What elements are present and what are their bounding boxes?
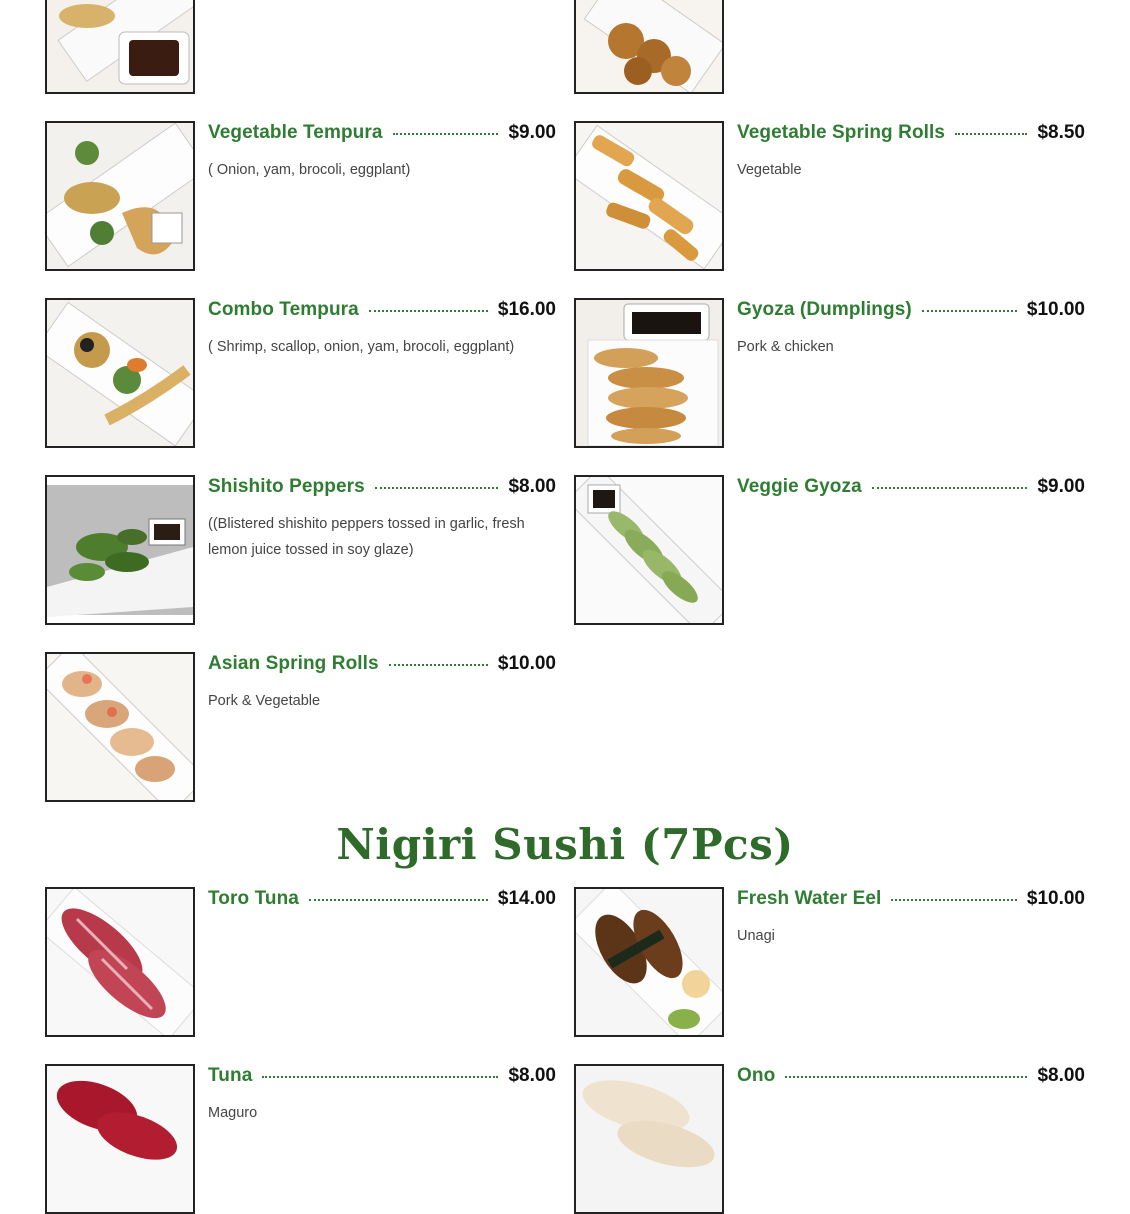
dotted-leader <box>922 310 1017 312</box>
item-info <box>737 298 1085 360</box>
combo-tempura-photo[interactable] <box>45 298 195 448</box>
menu-item-partial-left <box>45 0 556 94</box>
item-description: Pork & chicken <box>737 339 834 355</box>
item-info <box>208 121 556 183</box>
item-price: $10.00 <box>497 653 556 674</box>
item-info <box>208 475 556 563</box>
eel-nigiri-photo[interactable] <box>574 887 724 1037</box>
menu-item-veggie-gyoza <box>574 475 1085 625</box>
item-price: $8.00 <box>508 476 556 497</box>
dotted-leader <box>393 133 499 135</box>
dotted-leader <box>262 1076 498 1078</box>
tempura-dish-photo[interactable] <box>45 0 195 94</box>
menu-item-vegetable-spring-rolls <box>574 121 1085 271</box>
fried-chicken-photo[interactable] <box>574 0 724 94</box>
item-price: $8.00 <box>1037 1065 1085 1086</box>
item-info <box>737 887 1085 949</box>
vegetable-tempura-photo[interactable] <box>45 121 195 271</box>
item-info <box>208 298 556 360</box>
item-name[interactable]: Toro Tuna <box>208 888 299 909</box>
dotted-leader <box>955 133 1027 135</box>
dotted-leader <box>891 899 1016 901</box>
gyoza-photo[interactable] <box>574 298 724 448</box>
menu-item-gyoza <box>574 298 1085 448</box>
menu-item-combo-tempura <box>45 298 556 448</box>
item-name[interactable]: Gyoza (Dumplings) <box>737 299 912 320</box>
menu-item-partial-right <box>574 0 1085 94</box>
dotted-leader <box>785 1076 1027 1078</box>
item-description: Maguro <box>208 1105 258 1121</box>
item-name[interactable]: Ono <box>737 1065 776 1086</box>
shishito-peppers-photo[interactable] <box>45 475 195 625</box>
item-info <box>208 1064 556 1126</box>
item-name[interactable]: Fresh Water Eel <box>737 888 882 909</box>
item-description: ((Blistered shishito peppers tossed in garlic, fresh lemon juice tossed in soy glaze) <box>208 516 525 558</box>
spring-rolls-photo[interactable] <box>574 121 724 271</box>
item-info <box>208 887 556 911</box>
dotted-leader <box>389 664 488 666</box>
veggie-gyoza-photo[interactable] <box>574 475 724 625</box>
item-price: $10.00 <box>1026 888 1085 909</box>
item-name[interactable]: Vegetable Spring Rolls <box>737 122 946 143</box>
tuna-nigiri-photo[interactable] <box>45 1064 195 1214</box>
dotted-leader <box>872 487 1028 489</box>
menu-item-vegetable-tempura <box>45 121 556 271</box>
toro-tuna-photo[interactable] <box>45 887 195 1037</box>
menu-item-toro-tuna <box>45 887 556 1037</box>
menu-item-tuna <box>45 1064 556 1214</box>
item-price: $9.00 <box>1037 476 1085 497</box>
item-description: Vegetable <box>737 162 802 178</box>
item-name[interactable]: Vegetable Tempura <box>208 122 383 143</box>
menu-item-asian-spring-rolls <box>45 652 556 802</box>
item-name[interactable]: Tuna <box>208 1065 253 1086</box>
item-price: $14.00 <box>497 888 556 909</box>
item-name[interactable]: Veggie Gyoza <box>737 476 862 497</box>
item-price: $8.00 <box>508 1065 556 1086</box>
item-info <box>737 1064 1085 1088</box>
menu-item-shishito-peppers <box>45 475 556 625</box>
item-info <box>208 652 556 714</box>
item-price: $9.00 <box>508 122 556 143</box>
dotted-leader <box>309 899 488 901</box>
item-price: $16.00 <box>497 299 556 320</box>
item-description: Pork & Vegetable <box>208 693 321 709</box>
menu-item-ono <box>574 1064 1085 1214</box>
item-name[interactable]: Combo Tempura <box>208 299 359 320</box>
dotted-leader <box>375 487 499 489</box>
item-name[interactable]: Asian Spring Rolls <box>208 653 379 674</box>
item-price: $8.50 <box>1037 122 1085 143</box>
item-info <box>737 121 1085 183</box>
section-heading-nigiri: Nigiri Sushi (7Pcs) <box>336 820 794 869</box>
item-price: $10.00 <box>1026 299 1085 320</box>
asian-spring-rolls-photo[interactable] <box>45 652 195 802</box>
item-info <box>737 475 1085 499</box>
ono-nigiri-photo[interactable] <box>574 1064 724 1214</box>
item-description: Unagi <box>737 928 775 944</box>
dotted-leader <box>369 310 488 312</box>
item-name[interactable]: Shishito Peppers <box>208 476 365 497</box>
menu-item-fresh-water-eel <box>574 887 1085 1037</box>
item-description: ( Onion, yam, brocoli, eggplant) <box>208 162 411 178</box>
item-description: ( Shrimp, scallop, onion, yam, brocoli, eggplant) <box>208 339 515 355</box>
